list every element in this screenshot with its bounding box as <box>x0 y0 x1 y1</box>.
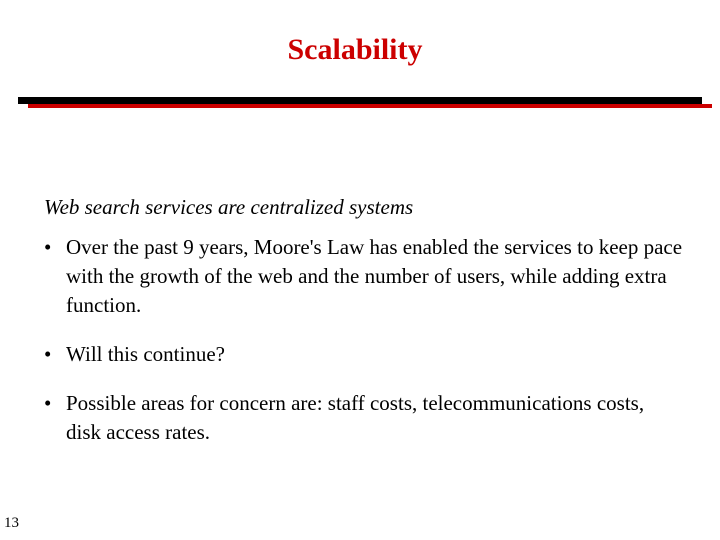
bullet-item <box>44 389 684 447</box>
bullet-item <box>44 233 684 320</box>
bullet-dot-icon: • <box>44 342 52 366</box>
bullet-dot-icon: • <box>44 391 52 415</box>
bullet-text: Will this continue? <box>66 342 225 366</box>
bullet-dot-icon: • <box>44 235 52 259</box>
bullet-text: Possible areas for concern are: staff costs, telecommunications costs, disk access rates. <box>66 391 645 444</box>
bullet-text: Over the past 9 years, Moore's Law has enabled the services to keep pace with the growth of the web and the number of users, while adding extra function. <box>66 235 683 317</box>
bullet-item <box>44 340 684 369</box>
slide-title: Scalability <box>287 33 423 66</box>
page-number: 13 <box>4 515 19 531</box>
title-rule <box>18 97 702 104</box>
bullet-list <box>44 233 684 467</box>
title-rule-shadow <box>28 104 712 108</box>
slide-subtitle: Web search services are centralized systems <box>44 195 414 219</box>
